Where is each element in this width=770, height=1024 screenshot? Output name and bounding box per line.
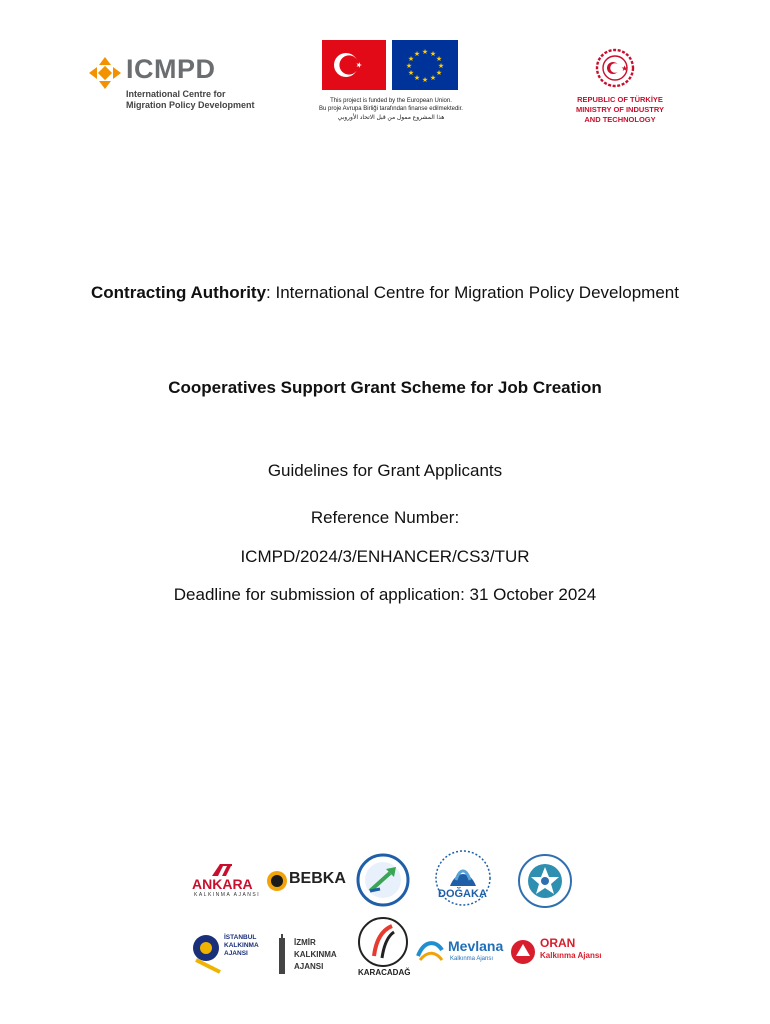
svg-text:★: ★ bbox=[421, 48, 429, 56]
bebka-logo bbox=[266, 868, 344, 898]
authority-label: Contracting Authority bbox=[91, 283, 267, 302]
ankara-mark-icon bbox=[210, 862, 238, 876]
bebka-name: BEBKA bbox=[289, 870, 346, 887]
ministry-name: REPUBLIC OF TÜRKİYE bbox=[577, 95, 663, 104]
dogaka-logo bbox=[430, 850, 496, 910]
izmir-name: AJANSI bbox=[294, 962, 324, 971]
svg-text:★: ★ bbox=[429, 50, 437, 58]
eu-flag-icon bbox=[392, 40, 458, 90]
ministry-logo bbox=[568, 48, 678, 128]
authority-value: : International Centre for Migration Policy Development bbox=[266, 283, 679, 302]
star-emblem-icon bbox=[516, 853, 574, 909]
svg-text:★: ★ bbox=[407, 69, 415, 77]
icmpd-subtitle: International Centre for bbox=[126, 89, 226, 99]
karacadag-name: KARACADAĞ bbox=[358, 968, 411, 977]
istanbul-logo bbox=[192, 924, 258, 976]
svg-text:★: ★ bbox=[429, 74, 437, 82]
funding-statement: هذا المشروع ممول من قبل الاتحاد الأوروبي bbox=[337, 115, 445, 121]
icmpd-name: ICMPD bbox=[126, 54, 216, 84]
ministry-seal-icon bbox=[595, 48, 635, 88]
arrow-badge-icon bbox=[356, 853, 410, 907]
oran-logo bbox=[510, 934, 602, 970]
bebka-mark-icon bbox=[266, 870, 288, 892]
svg-text:★: ★ bbox=[413, 74, 421, 82]
svg-text:★: ★ bbox=[437, 62, 445, 70]
svg-text:★: ★ bbox=[421, 76, 429, 84]
funding-flags bbox=[319, 40, 463, 130]
izmir-name: İZMİR bbox=[294, 938, 316, 947]
funding-statement: This project is funded by the European Union. bbox=[330, 98, 452, 104]
svg-text:★: ★ bbox=[405, 62, 413, 70]
ankara-name: ANKARA bbox=[192, 876, 253, 892]
karacadag-mark-icon bbox=[356, 916, 410, 968]
reference-number: ICMPD/2024/3/ENHANCER/CS3/TUR bbox=[240, 547, 530, 566]
icmpd-compass-icon bbox=[88, 56, 122, 90]
svg-text:★: ★ bbox=[407, 55, 415, 63]
oran-name: ORAN bbox=[540, 936, 576, 950]
izmir-tower-icon bbox=[276, 934, 288, 974]
istanbul-name: İSTANBUL KALKINMA AJANSI bbox=[224, 934, 259, 957]
svg-text:★: ★ bbox=[413, 50, 421, 58]
dogaka-mark-icon bbox=[430, 850, 496, 910]
oran-subtitle: Kalkınma Ajansı bbox=[540, 951, 602, 960]
regional-agency-logo bbox=[356, 853, 410, 907]
guidelines-title: Guidelines for Grant Applicants bbox=[267, 461, 503, 480]
dogaka-name: DOĞAKA bbox=[438, 888, 487, 900]
scheme-title: Cooperatives Support Grant Scheme for Job Creation bbox=[168, 378, 602, 397]
karacadag-logo bbox=[356, 916, 410, 980]
ankara-subtitle: KALKINMA AJANSI bbox=[194, 892, 261, 898]
svg-text:★: ★ bbox=[435, 69, 443, 77]
mevlana-subtitle: Kalkınma Ajansı bbox=[450, 956, 494, 962]
ministry-name: MINISTRY OF INDUSTRY bbox=[575, 105, 665, 114]
contracting-authority bbox=[60, 281, 710, 304]
mevlana-logo bbox=[414, 936, 506, 970]
svg-text:★: ★ bbox=[435, 55, 443, 63]
mevlana-mark-icon bbox=[414, 936, 446, 964]
ministry-name: AND TECHNOLOGY bbox=[584, 115, 656, 124]
svg-text:★: ★ bbox=[621, 64, 629, 73]
istanbul-mark-icon bbox=[192, 924, 222, 974]
reference-label: Reference Number: bbox=[310, 508, 460, 527]
regional-agency-star-logo bbox=[516, 853, 574, 909]
icmpd-logo bbox=[88, 52, 255, 114]
oran-mark-icon bbox=[510, 936, 538, 966]
deadline: Deadline for submission of application: 31 October 2024 bbox=[173, 585, 597, 604]
funding-statement: Bu proje Avrupa Birliği tarafından finanse edilmektedir. bbox=[319, 106, 463, 112]
icmpd-subtitle: Migration Policy Development bbox=[126, 100, 255, 110]
ankara-logo bbox=[190, 862, 260, 900]
izmir-name: KALKINMA bbox=[294, 950, 337, 959]
izmir-logo bbox=[276, 934, 346, 976]
mevlana-name: Mevlana bbox=[448, 938, 504, 954]
turkey-flag-icon bbox=[322, 40, 386, 90]
